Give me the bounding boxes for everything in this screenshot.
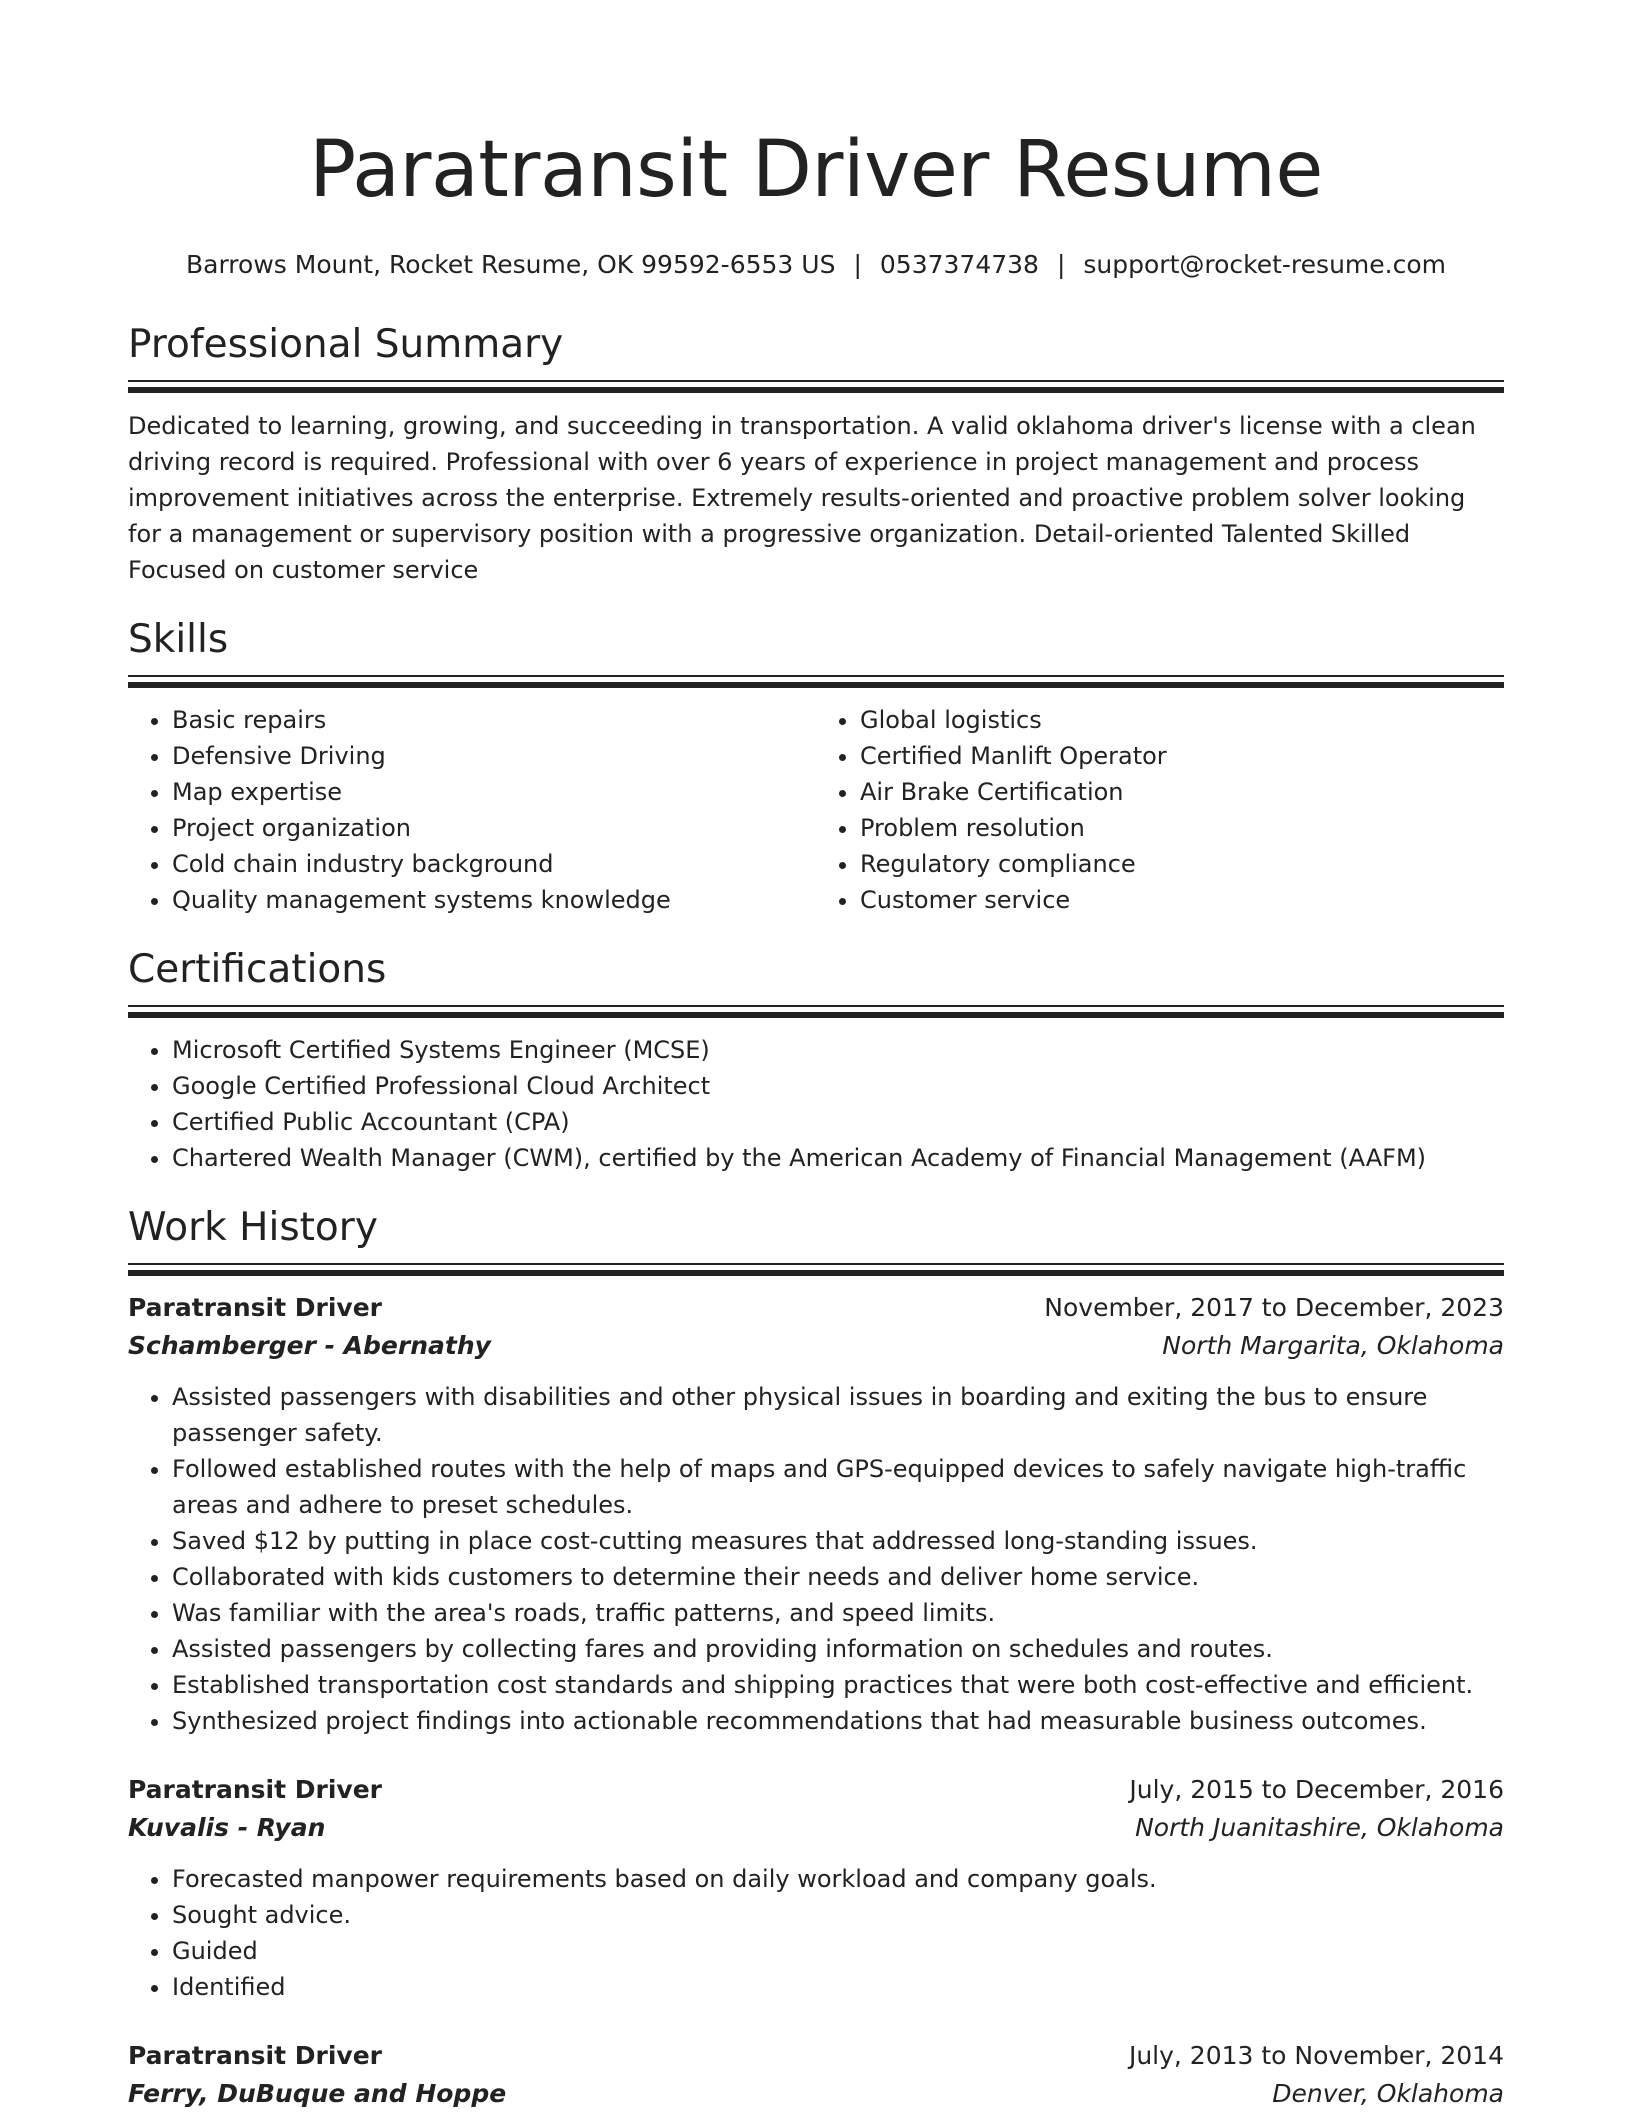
job-location: Denver, Oklahoma <box>1272 2079 1504 2108</box>
job-entry <box>128 1771 1504 2005</box>
job-header-row <box>128 2037 1504 2075</box>
job-company-row <box>128 1809 1504 1847</box>
job-bullet: • Was familiar with the area's roads, traffic patterns, and speed limits. <box>172 1595 1504 1631</box>
section-heading-work-history: Work History <box>128 1205 378 1250</box>
contact-separator: | <box>853 250 862 279</box>
job-bullet: • Guided <box>172 1933 1504 1969</box>
job-bullets <box>128 1379 1504 1739</box>
job-company: Schamberger - Abernathy <box>128 1331 491 1360</box>
job-entry <box>128 1289 1504 1739</box>
certifications-section <box>128 945 1504 1176</box>
job-location: North Juanitashire, Oklahoma <box>1135 1813 1504 1842</box>
job-dates: July, 2015 to December, 2016 <box>1129 1775 1504 1804</box>
skill-item: • Cold chain industry background <box>172 846 816 882</box>
contact-separator: | <box>1056 250 1066 279</box>
section-divider <box>128 380 1504 394</box>
certification-item: • Google Certified Professional Cloud Architect <box>172 1068 1504 1104</box>
job-entry <box>128 2037 1504 2113</box>
job-header-row <box>128 1771 1504 1809</box>
job-bullets <box>128 1861 1504 2005</box>
skill-item: • Certified Manlift Operator <box>860 738 1504 774</box>
work-history-section <box>128 1203 1504 2113</box>
skill-item: • Map expertise <box>172 774 816 810</box>
certification-item: • Certified Public Accountant (CPA) <box>172 1104 1504 1140</box>
job-bullet: • Followed established routes with the help of maps and GPS-equipped devices to safely navigate high-traffic areas and adhere to preset schedules. <box>172 1451 1504 1523</box>
skills-list-right <box>816 702 1504 918</box>
job-bullet: • Sought advice. <box>172 1897 1504 1933</box>
summary-text: Dedicated to learning, growing, and succeeding in transportation. A valid oklahoma driver's license with a clean driving record is required. Professional with over 6 years of experience in project management and process improvement initiatives across the enterprise. Extremely results-oriented and proactive problem solver looking for a management or supervisory position with a progressive organization. Detail-oriented Talented Skilled Focused on customer service <box>128 412 1476 584</box>
skills-section <box>128 615 1504 918</box>
job-bullet: • Saved $12 by putting in place cost-cutting measures that addressed long-standing issues. <box>172 1523 1504 1559</box>
section-heading-summary: Professional Summary <box>128 322 564 367</box>
summary-section <box>128 320 1504 588</box>
job-bullet: • Assisted passengers by collecting fares and providing information on schedules and routes. <box>172 1631 1504 1667</box>
job-title: Paratransit Driver <box>128 1775 383 1804</box>
job-location: North Margarita, Oklahoma <box>1162 1331 1504 1360</box>
contact-email[interactable]: support@rocket-resume.com <box>1083 250 1446 279</box>
resume-title: Paratransit Driver Resume <box>309 125 1323 215</box>
contact-phone: 0537374738 <box>879 250 1039 279</box>
section-divider <box>128 1005 1504 1019</box>
section-divider <box>128 675 1504 689</box>
job-bullet: • Collaborated with kids customers to determine their needs and deliver home service. <box>172 1559 1504 1595</box>
skill-item: • Defensive Driving <box>172 738 816 774</box>
certifications-list <box>128 1032 1504 1176</box>
section-heading-certifications: Certifications <box>128 947 387 992</box>
job-dates: July, 2013 to November, 2014 <box>1128 2041 1504 2070</box>
job-company-row <box>128 2075 1504 2113</box>
skill-item: • Air Brake Certification <box>860 774 1504 810</box>
skill-item: • Regulatory compliance <box>860 846 1504 882</box>
job-title: Paratransit Driver <box>128 1293 383 1322</box>
section-heading-skills: Skills <box>128 617 229 662</box>
skill-item: • Basic repairs <box>172 702 816 738</box>
job-bullet: • Forecasted manpower requirements based on daily workload and company goals. <box>172 1861 1504 1897</box>
skills-columns <box>128 702 1504 918</box>
job-company-row <box>128 1327 1504 1365</box>
skill-item: • Problem resolution <box>860 810 1504 846</box>
skill-item: • Global logistics <box>860 702 1504 738</box>
skill-item: • Project organization <box>172 810 816 846</box>
skill-item: • Quality management systems knowledge <box>172 882 816 918</box>
job-bullet: • Synthesized project findings into actionable recommendations that had measurable business outcomes. <box>172 1703 1504 1739</box>
contact-line <box>128 248 1504 282</box>
job-company: Kuvalis - Ryan <box>128 1813 326 1842</box>
contact-address: Barrows Mount, Rocket Resume, OK 99592-6553 US <box>186 250 836 279</box>
job-company: Ferry, DuBuque and Hoppe <box>128 2079 507 2108</box>
job-dates: November, 2017 to December, 2023 <box>1044 1293 1504 1322</box>
job-title: Paratransit Driver <box>128 2041 383 2070</box>
section-divider <box>128 1263 1504 1277</box>
skills-list-left <box>128 702 816 918</box>
job-bullet: • Assisted passengers with disabilities and other physical issues in boarding and exiting the bus to ensure passenger safety. <box>172 1379 1504 1451</box>
skill-item: • Customer service <box>860 882 1504 918</box>
job-bullet: • Identified <box>172 1969 1504 2005</box>
certification-item: • Microsoft Certified Systems Engineer (MCSE) <box>172 1032 1504 1068</box>
job-bullet: • Established transportation cost standards and shipping practices that were both cost-effective and efficient. <box>172 1667 1504 1703</box>
certification-item: • Chartered Wealth Manager (CWM), certified by the American Academy of Financial Management (AAFM) <box>172 1140 1504 1176</box>
job-header-row <box>128 1289 1504 1327</box>
